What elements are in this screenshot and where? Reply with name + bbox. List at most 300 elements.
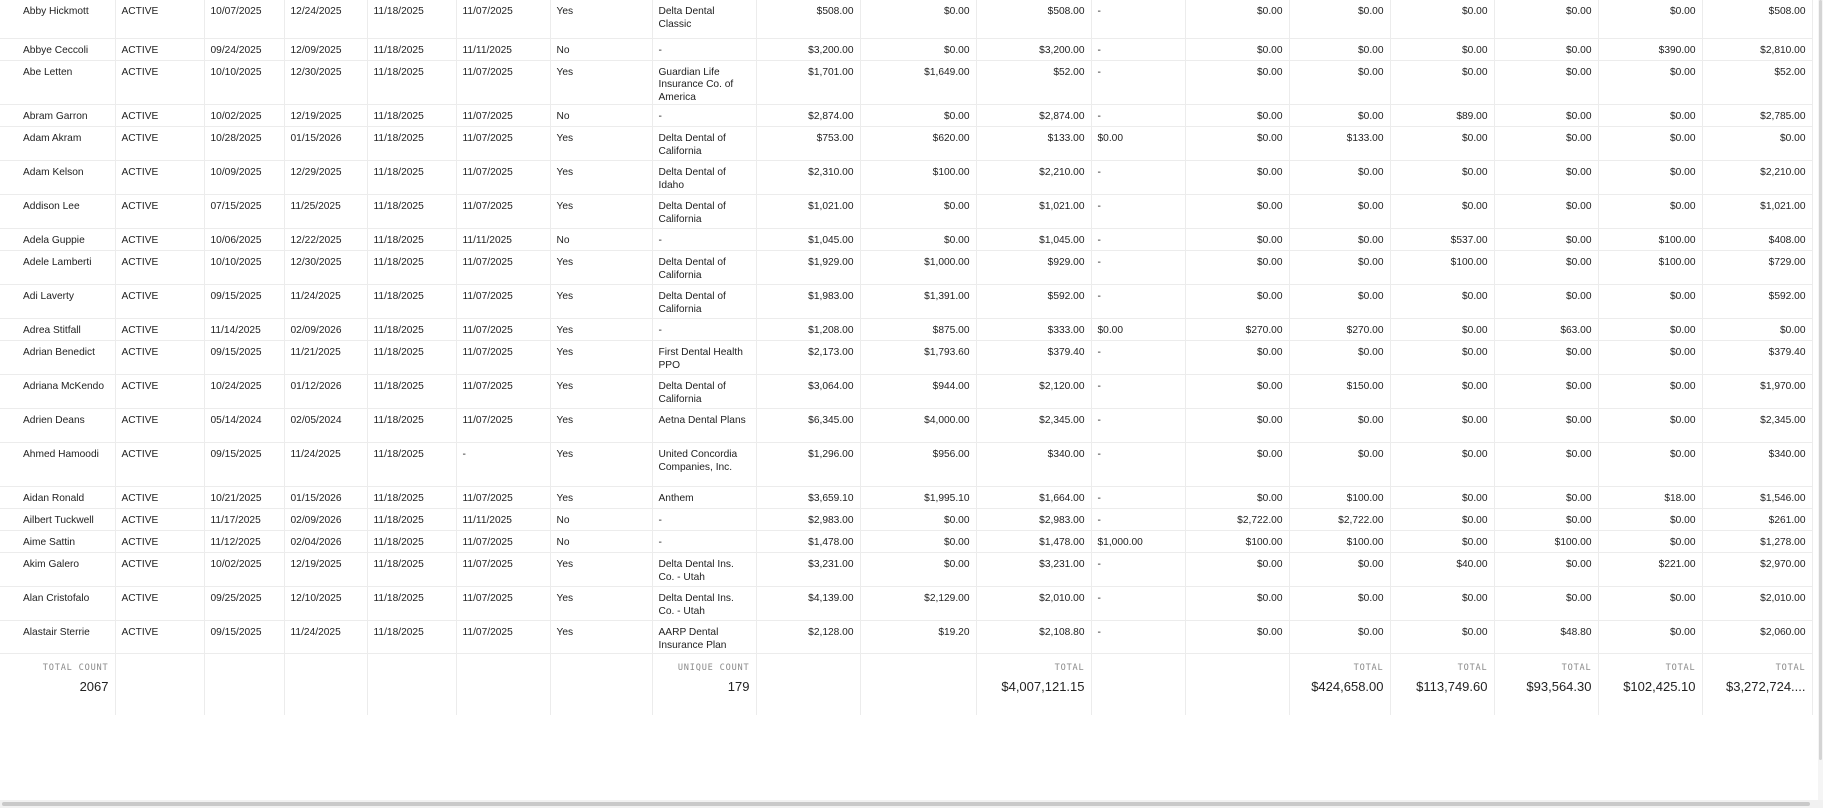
- cell-amt10: $52.00: [1702, 60, 1812, 105]
- cell-yesno: Yes: [550, 319, 652, 341]
- cell-amt5: $0.00: [1185, 251, 1289, 285]
- cell-amt3: $2,983.00: [976, 509, 1091, 531]
- cell-yesno: No: [550, 531, 652, 553]
- cell-amt1: $1,701.00: [756, 60, 860, 105]
- table-row[interactable]: [0, 487, 1812, 509]
- cell-amt2: $944.00: [860, 375, 976, 409]
- cell-amt4: -: [1091, 229, 1185, 251]
- cell-amt3: $379.40: [976, 341, 1091, 375]
- cell-amt10: $2,785.00: [1702, 105, 1812, 127]
- cell-date1: 11/14/2025: [204, 319, 284, 341]
- cell-amt5: $0.00: [1185, 409, 1289, 443]
- table-row[interactable]: [0, 195, 1812, 229]
- cell-date3: 11/18/2025: [367, 60, 456, 105]
- cell-status: ACTIVE: [115, 105, 204, 127]
- cell-amt4: -: [1091, 553, 1185, 587]
- cell-amt2: $875.00: [860, 319, 976, 341]
- cell-amt3: $340.00: [976, 443, 1091, 487]
- cell-amt8: $0.00: [1494, 341, 1598, 375]
- cell-name: Abby Hickmott: [0, 0, 115, 38]
- cell-amt8: $0.00: [1494, 195, 1598, 229]
- cell-amt3: $929.00: [976, 251, 1091, 285]
- cell-amt2: $1,995.10: [860, 487, 976, 509]
- cell-date2: 12/09/2025: [284, 38, 367, 60]
- cell-amt7: $0.00: [1390, 127, 1494, 161]
- cell-amt3: $2,120.00: [976, 375, 1091, 409]
- cell-amt1: $1,983.00: [756, 285, 860, 319]
- cell-name: Abe Letten: [0, 60, 115, 105]
- horizontal-scrollbar[interactable]: [0, 800, 1823, 808]
- cell-amt8: $0.00: [1494, 229, 1598, 251]
- cell-amt5: $0.00: [1185, 443, 1289, 487]
- cell-amt5: $0.00: [1185, 195, 1289, 229]
- cell-amt9: $100.00: [1598, 251, 1702, 285]
- cell-insurance: -: [652, 105, 756, 127]
- cell-amt4: -: [1091, 105, 1185, 127]
- cell-amt6: $150.00: [1289, 375, 1390, 409]
- cell-date2: 12/10/2025: [284, 587, 367, 621]
- cell-date1: 10/02/2025: [204, 105, 284, 127]
- cell-status: ACTIVE: [115, 531, 204, 553]
- footer-aggregate-value: $3,272,724....: [1725, 680, 1806, 694]
- cell-date3: 11/18/2025: [367, 251, 456, 285]
- cell-amt2: $1,793.60: [860, 341, 976, 375]
- cell-amt8: $0.00: [1494, 60, 1598, 105]
- cell-date4: -: [456, 443, 550, 487]
- cell-amt8: $0.00: [1494, 161, 1598, 195]
- cell-amt2: $4,000.00: [860, 409, 976, 443]
- cell-name: Adrea Stitfall: [0, 319, 115, 341]
- cell-amt3: $133.00: [976, 127, 1091, 161]
- cell-amt2: $0.00: [860, 38, 976, 60]
- cell-amt1: $508.00: [756, 0, 860, 38]
- cell-amt3: $3,231.00: [976, 553, 1091, 587]
- cell-date2: 02/05/2024: [284, 409, 367, 443]
- cell-insurance: Delta Dental of California: [652, 375, 756, 409]
- cell-amt5: $0.00: [1185, 38, 1289, 60]
- cell-amt4: -: [1091, 60, 1185, 105]
- cell-yesno: No: [550, 509, 652, 531]
- cell-amt10: $340.00: [1702, 443, 1812, 487]
- cell-yesno: Yes: [550, 127, 652, 161]
- footer-empty-cell: [115, 654, 204, 716]
- cell-amt10: $2,810.00: [1702, 38, 1812, 60]
- cell-amt3: $2,874.00: [976, 105, 1091, 127]
- cell-amt4: -: [1091, 409, 1185, 443]
- cell-date3: 11/18/2025: [367, 553, 456, 587]
- cell-amt4: -: [1091, 375, 1185, 409]
- cell-amt6: $0.00: [1289, 553, 1390, 587]
- cell-amt9: $100.00: [1598, 229, 1702, 251]
- cell-amt1: $6,345.00: [756, 409, 860, 443]
- cell-date2: 01/12/2026: [284, 375, 367, 409]
- cell-amt2: $1,649.00: [860, 60, 976, 105]
- cell-yesno: Yes: [550, 341, 652, 375]
- cell-amt5: $0.00: [1185, 285, 1289, 319]
- table-row[interactable]: [0, 285, 1812, 319]
- cell-date3: 11/18/2025: [367, 0, 456, 38]
- vertical-scrollbar-thumb[interactable]: [1819, 0, 1822, 760]
- cell-amt7: $537.00: [1390, 229, 1494, 251]
- cell-date4: 11/07/2025: [456, 319, 550, 341]
- cell-date3: 11/18/2025: [367, 375, 456, 409]
- table-row[interactable]: [0, 161, 1812, 195]
- cell-amt6: $0.00: [1289, 341, 1390, 375]
- table-row[interactable]: [0, 105, 1812, 127]
- cell-amt6: $2,722.00: [1289, 509, 1390, 531]
- cell-yesno: No: [550, 229, 652, 251]
- cell-yesno: No: [550, 38, 652, 60]
- cell-amt10: $592.00: [1702, 285, 1812, 319]
- footer-empty-cell: [204, 654, 284, 716]
- cell-amt4: -: [1091, 587, 1185, 621]
- cell-amt3: $2,108.80: [976, 621, 1091, 654]
- cell-name: Alan Cristofalo: [0, 587, 115, 621]
- cell-insurance: First Dental Health PPO: [652, 341, 756, 375]
- cell-amt8: $63.00: [1494, 319, 1598, 341]
- cell-amt6: $270.00: [1289, 319, 1390, 341]
- cell-amt10: $1,546.00: [1702, 487, 1812, 509]
- cell-amt7: $0.00: [1390, 341, 1494, 375]
- footer-empty-cell: [456, 654, 550, 716]
- cell-date1: 07/15/2025: [204, 195, 284, 229]
- cell-amt1: $3,200.00: [756, 38, 860, 60]
- cell-amt9: $0.00: [1598, 105, 1702, 127]
- cell-status: ACTIVE: [115, 251, 204, 285]
- cell-amt3: $1,045.00: [976, 229, 1091, 251]
- cell-amt4: -: [1091, 251, 1185, 285]
- cell-date1: 10/28/2025: [204, 127, 284, 161]
- cell-date3: 11/18/2025: [367, 509, 456, 531]
- cell-amt3: $2,010.00: [976, 587, 1091, 621]
- cell-amt3: $2,210.00: [976, 161, 1091, 195]
- cell-amt4: -: [1091, 195, 1185, 229]
- cell-date3: 11/18/2025: [367, 319, 456, 341]
- cell-amt6: $0.00: [1289, 0, 1390, 38]
- cell-date3: 11/18/2025: [367, 127, 456, 161]
- cell-amt8: $0.00: [1494, 105, 1598, 127]
- table-row[interactable]: [0, 229, 1812, 251]
- cell-amt4: -: [1091, 161, 1185, 195]
- cell-yesno: Yes: [550, 161, 652, 195]
- cell-name: Ailbert Tuckwell: [0, 509, 115, 531]
- cell-status: ACTIVE: [115, 0, 204, 38]
- footer-aggregate-label: TOTAL: [1457, 663, 1488, 674]
- cell-date3: 11/18/2025: [367, 195, 456, 229]
- table-row[interactable]: [0, 621, 1812, 654]
- footer-aggregate-value: $113,749.60: [1416, 680, 1488, 694]
- footer-aggregate-label: TOTAL: [1054, 663, 1085, 674]
- cell-date4: 11/11/2025: [456, 509, 550, 531]
- cell-yesno: Yes: [550, 443, 652, 487]
- cell-insurance: Delta Dental Classic: [652, 0, 756, 38]
- cell-name: Adriana McKendo: [0, 375, 115, 409]
- cell-amt9: $0.00: [1598, 60, 1702, 105]
- table-row[interactable]: [0, 375, 1812, 409]
- cell-amt9: $0.00: [1598, 409, 1702, 443]
- cell-date4: 11/07/2025: [456, 375, 550, 409]
- cell-status: ACTIVE: [115, 127, 204, 161]
- table-row[interactable]: [0, 251, 1812, 285]
- cell-date4: 11/07/2025: [456, 285, 550, 319]
- footer-aggregate-label: TOTAL: [1775, 663, 1806, 674]
- table-row[interactable]: [0, 587, 1812, 621]
- cell-date2: 02/04/2026: [284, 531, 367, 553]
- cell-status: ACTIVE: [115, 553, 204, 587]
- cell-amt7: $0.00: [1390, 409, 1494, 443]
- cell-status: ACTIVE: [115, 195, 204, 229]
- cell-amt9: $0.00: [1598, 0, 1702, 38]
- cell-date1: 05/14/2024: [204, 409, 284, 443]
- cell-amt9: $0.00: [1598, 285, 1702, 319]
- cell-amt3: $333.00: [976, 319, 1091, 341]
- cell-name: Abram Garron: [0, 105, 115, 127]
- footer-aggregate-value: $424,658.00: [1311, 680, 1384, 694]
- cell-amt1: $3,231.00: [756, 553, 860, 587]
- cell-amt2: $0.00: [860, 105, 976, 127]
- cell-amt6: $0.00: [1289, 105, 1390, 127]
- table-row[interactable]: [0, 443, 1812, 487]
- cell-status: ACTIVE: [115, 587, 204, 621]
- cell-amt7: $0.00: [1390, 0, 1494, 38]
- cell-date3: 11/18/2025: [367, 443, 456, 487]
- cell-date1: 09/25/2025: [204, 587, 284, 621]
- cell-date1: 10/10/2025: [204, 60, 284, 105]
- cell-date1: 10/21/2025: [204, 487, 284, 509]
- cell-amt7: $89.00: [1390, 105, 1494, 127]
- cell-amt5: $0.00: [1185, 229, 1289, 251]
- cell-amt5: $2,722.00: [1185, 509, 1289, 531]
- cell-date2: 11/24/2025: [284, 443, 367, 487]
- cell-amt10: $2,060.00: [1702, 621, 1812, 654]
- cell-name: Alastair Sterrie: [0, 621, 115, 654]
- footer-aggregate-value: $4,007,121.15: [1001, 680, 1085, 694]
- cell-insurance: -: [652, 319, 756, 341]
- footer-aggregate-value: 2067: [79, 680, 109, 694]
- cell-amt1: $4,139.00: [756, 587, 860, 621]
- cell-amt5: $270.00: [1185, 319, 1289, 341]
- cell-yesno: Yes: [550, 285, 652, 319]
- cell-amt10: $408.00: [1702, 229, 1812, 251]
- vertical-scrollbar[interactable]: [1818, 0, 1823, 800]
- cell-amt5: $0.00: [1185, 587, 1289, 621]
- cell-insurance: Delta Dental of California: [652, 285, 756, 319]
- cell-amt5: $0.00: [1185, 621, 1289, 654]
- footer-aggregate-label: TOTAL: [1353, 663, 1384, 674]
- footer-aggregate: [1289, 654, 1390, 716]
- cell-amt3: $1,478.00: [976, 531, 1091, 553]
- cell-amt10: $2,345.00: [1702, 409, 1812, 443]
- cell-amt7: $40.00: [1390, 553, 1494, 587]
- table-row[interactable]: [0, 509, 1812, 531]
- cell-insurance: -: [652, 531, 756, 553]
- cell-amt2: $19.20: [860, 621, 976, 654]
- cell-amt8: $0.00: [1494, 409, 1598, 443]
- cell-insurance: United Concordia Companies, Inc.: [652, 443, 756, 487]
- cell-date2: 02/09/2026: [284, 319, 367, 341]
- cell-insurance: Delta Dental Ins. Co. - Utah: [652, 587, 756, 621]
- cell-amt8: $0.00: [1494, 553, 1598, 587]
- cell-amt8: $0.00: [1494, 0, 1598, 38]
- cell-yesno: Yes: [550, 553, 652, 587]
- cell-date1: 09/24/2025: [204, 38, 284, 60]
- cell-amt5: $0.00: [1185, 60, 1289, 105]
- cell-date1: 09/15/2025: [204, 341, 284, 375]
- cell-amt8: $0.00: [1494, 509, 1598, 531]
- cell-date4: 11/07/2025: [456, 487, 550, 509]
- cell-status: ACTIVE: [115, 487, 204, 509]
- table-row[interactable]: [0, 409, 1812, 443]
- cell-date1: 09/15/2025: [204, 285, 284, 319]
- cell-amt3: $1,021.00: [976, 195, 1091, 229]
- table-row[interactable]: [0, 127, 1812, 161]
- cell-amt6: $133.00: [1289, 127, 1390, 161]
- cell-date3: 11/18/2025: [367, 229, 456, 251]
- cell-amt2: $620.00: [860, 127, 976, 161]
- cell-date4: 11/07/2025: [456, 251, 550, 285]
- cell-amt7: $0.00: [1390, 443, 1494, 487]
- cell-amt9: $0.00: [1598, 621, 1702, 654]
- cell-insurance: Delta Dental of California: [652, 195, 756, 229]
- cell-amt1: $1,021.00: [756, 195, 860, 229]
- cell-amt3: $592.00: [976, 285, 1091, 319]
- cell-yesno: Yes: [550, 487, 652, 509]
- cell-insurance: Delta Dental Ins. Co. - Utah: [652, 553, 756, 587]
- cell-amt9: $221.00: [1598, 553, 1702, 587]
- cell-name: Akim Galero: [0, 553, 115, 587]
- cell-yesno: Yes: [550, 251, 652, 285]
- cell-insurance: Aetna Dental Plans: [652, 409, 756, 443]
- footer-empty-cell: [550, 654, 652, 716]
- cell-amt7: $0.00: [1390, 60, 1494, 105]
- cell-amt6: $0.00: [1289, 195, 1390, 229]
- cell-yesno: Yes: [550, 621, 652, 654]
- cell-date1: 09/15/2025: [204, 443, 284, 487]
- cell-status: ACTIVE: [115, 509, 204, 531]
- cell-date3: 11/18/2025: [367, 285, 456, 319]
- cell-date1: 10/02/2025: [204, 553, 284, 587]
- cell-date1: 10/24/2025: [204, 375, 284, 409]
- cell-amt2: $0.00: [860, 229, 976, 251]
- table-row[interactable]: [0, 553, 1812, 587]
- footer-aggregate: [1390, 654, 1494, 716]
- footer-aggregate-value: $93,564.30: [1526, 680, 1592, 694]
- cell-amt5: $0.00: [1185, 553, 1289, 587]
- footer-empty-cell: [1091, 654, 1185, 716]
- cell-status: ACTIVE: [115, 285, 204, 319]
- cell-amt9: $0.00: [1598, 195, 1702, 229]
- cell-amt8: $0.00: [1494, 487, 1598, 509]
- cell-amt7: $0.00: [1390, 195, 1494, 229]
- cell-amt6: $0.00: [1289, 251, 1390, 285]
- table-row[interactable]: [0, 341, 1812, 375]
- cell-amt7: $0.00: [1390, 587, 1494, 621]
- cell-amt5: $0.00: [1185, 341, 1289, 375]
- cell-amt1: $2,173.00: [756, 341, 860, 375]
- cell-yesno: Yes: [550, 60, 652, 105]
- cell-amt9: $0.00: [1598, 127, 1702, 161]
- cell-date4: 11/07/2025: [456, 587, 550, 621]
- cell-status: ACTIVE: [115, 443, 204, 487]
- cell-amt2: $0.00: [860, 553, 976, 587]
- cell-amt7: $0.00: [1390, 375, 1494, 409]
- cell-name: Abbye Ceccoli: [0, 38, 115, 60]
- table-row[interactable]: [0, 531, 1812, 553]
- cell-status: ACTIVE: [115, 38, 204, 60]
- cell-amt4: -: [1091, 443, 1185, 487]
- cell-amt4: -: [1091, 509, 1185, 531]
- cell-date3: 11/18/2025: [367, 105, 456, 127]
- cell-amt6: $0.00: [1289, 38, 1390, 60]
- cell-date2: 01/15/2026: [284, 487, 367, 509]
- cell-date2: 12/30/2025: [284, 60, 367, 105]
- cell-amt9: $390.00: [1598, 38, 1702, 60]
- cell-amt1: $2,128.00: [756, 621, 860, 654]
- cell-name: Adrien Deans: [0, 409, 115, 443]
- cell-amt9: $0.00: [1598, 587, 1702, 621]
- cell-insurance: Delta Dental of Idaho: [652, 161, 756, 195]
- cell-date2: 11/24/2025: [284, 285, 367, 319]
- cell-date2: 12/19/2025: [284, 553, 367, 587]
- cell-insurance: -: [652, 38, 756, 60]
- cell-amt1: $2,874.00: [756, 105, 860, 127]
- cell-insurance: -: [652, 509, 756, 531]
- footer-empty-cell: [860, 654, 976, 716]
- cell-amt5: $0.00: [1185, 127, 1289, 161]
- cell-insurance: Delta Dental of California: [652, 251, 756, 285]
- cell-amt1: $1,208.00: [756, 319, 860, 341]
- cell-amt3: $1,664.00: [976, 487, 1091, 509]
- cell-name: Adele Lamberti: [0, 251, 115, 285]
- cell-date4: 11/07/2025: [456, 105, 550, 127]
- cell-amt6: $100.00: [1289, 487, 1390, 509]
- cell-date1: 10/06/2025: [204, 229, 284, 251]
- footer-aggregate: [1494, 654, 1598, 716]
- footer-aggregate: [0, 654, 115, 716]
- table-row[interactable]: [0, 319, 1812, 341]
- cell-amt2: $100.00: [860, 161, 976, 195]
- cell-amt6: $0.00: [1289, 587, 1390, 621]
- cell-date2: 11/21/2025: [284, 341, 367, 375]
- cell-date2: 02/09/2026: [284, 509, 367, 531]
- footer-aggregate: [976, 654, 1091, 716]
- cell-date2: 12/19/2025: [284, 105, 367, 127]
- cell-date1: 10/10/2025: [204, 251, 284, 285]
- cell-status: ACTIVE: [115, 375, 204, 409]
- cell-name: Adela Guppie: [0, 229, 115, 251]
- cell-amt6: $0.00: [1289, 60, 1390, 105]
- cell-date4: 11/07/2025: [456, 60, 550, 105]
- cell-amt2: $1,000.00: [860, 251, 976, 285]
- cell-amt6: $0.00: [1289, 229, 1390, 251]
- footer-aggregate-label: UNIQUE COUNT: [677, 663, 750, 674]
- table-row[interactable]: [0, 0, 1812, 38]
- cell-name: Adam Kelson: [0, 161, 115, 195]
- table-row[interactable]: [0, 38, 1812, 60]
- cell-amt7: $0.00: [1390, 161, 1494, 195]
- cell-amt5: $100.00: [1185, 531, 1289, 553]
- cell-amt9: $0.00: [1598, 341, 1702, 375]
- table-row[interactable]: [0, 60, 1812, 105]
- cell-date4: 11/07/2025: [456, 127, 550, 161]
- cell-amt5: $0.00: [1185, 375, 1289, 409]
- cell-amt10: $1,970.00: [1702, 375, 1812, 409]
- footer-empty-cell: [367, 654, 456, 716]
- cell-amt7: $0.00: [1390, 487, 1494, 509]
- horizontal-scrollbar-thumb[interactable]: [2, 802, 1810, 806]
- cell-amt9: $0.00: [1598, 509, 1702, 531]
- cell-date1: 11/12/2025: [204, 531, 284, 553]
